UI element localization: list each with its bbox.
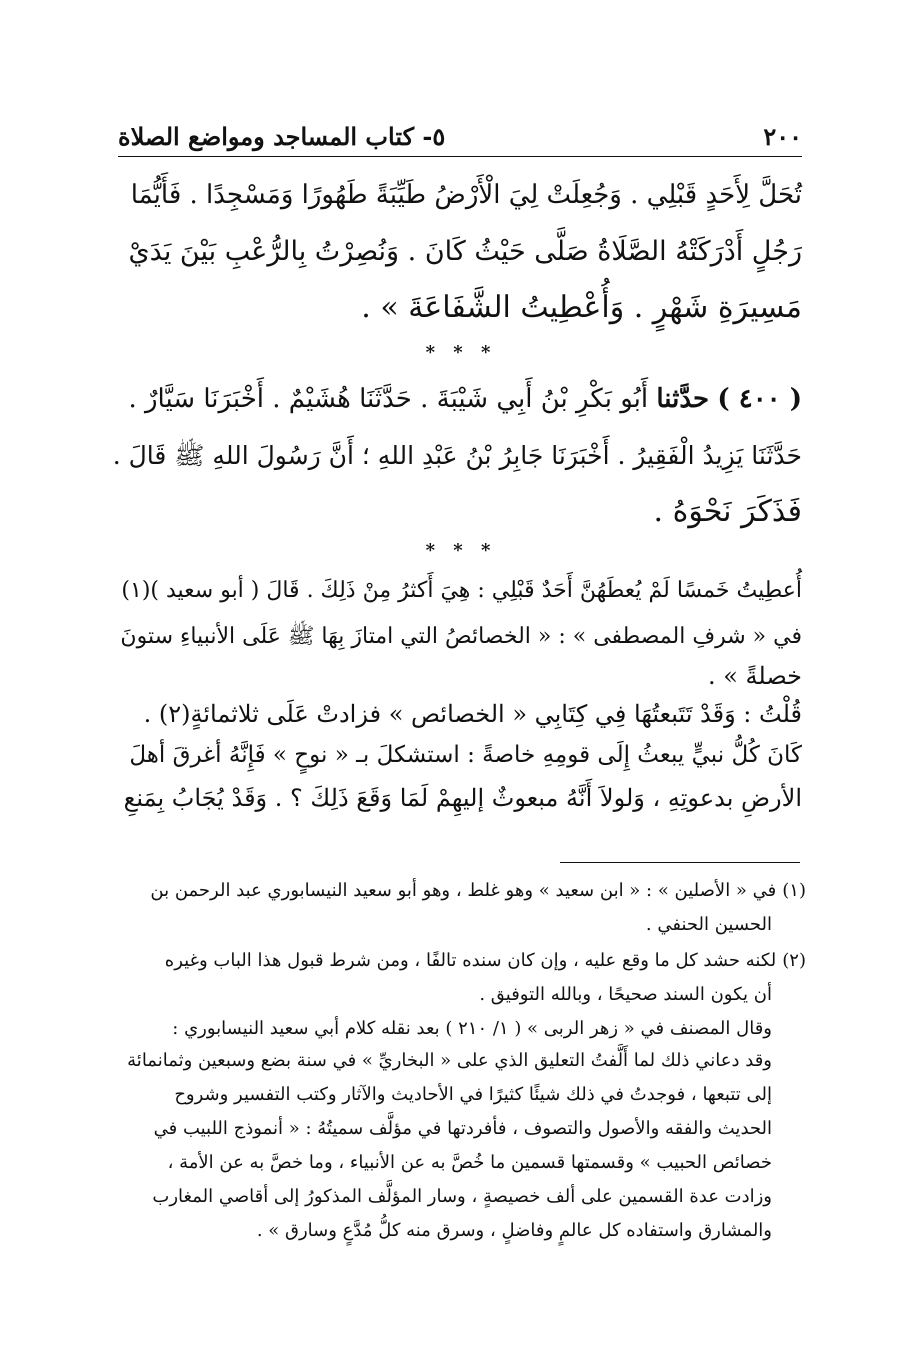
footnote-2-line: إلى تتبعها ، فوجدتُ في ذلك شيئًا كثيرًا في الأحاديث والآثار وكتب التفسير وشروح [174,1084,772,1105]
footnote-1-line: (١)في « الأصلين » : « ابن سعيد » وهو غلط ، وهو أبو سعيد النيسابوري عبد الرحمن بن [150,880,806,901]
hadith-chain: أَبُو بَكْرِ بْنُ أَبِي شَيْبَةَ . حَدَّثَنَا هُشَيْمٌ . أَخْبَرَنَا سَيَّارٌ . [128,384,649,414]
footnote-number: (١) [782,880,806,901]
footnote-2-line: وزادت عدة القسمين على ألف خصيصةٍ ، وسار المؤلَّف المذكورُ إلى أقاصي المغارب [152,1186,772,1207]
hadith-line: تُحَلَّ لِأَحَدٍ قَبْلِي . وَجُعِلَتْ لِيَ الْأَرْضُ طَيِّبَةً طَهُورًا وَمَسْجِدًا . فَأَيُّمَا [130,180,802,210]
section-separator: * * * [425,342,497,363]
chapter-title: ٥- كتاب المساجد ومواضع الصلاة [118,122,446,151]
hadith-number: ( ٤٠٠ ) [717,384,802,414]
hadith-intro: حدَّثنا [656,384,710,414]
hadith-400-line: فَذَكَرَ نَحْوَهُ . [653,494,802,529]
footnote-2-line: (٢)لكنه حشد كل ما وقع عليه ، وإن كان سنده تالفًا ، ومن شرط قبول هذا الباب وغيره [164,950,806,971]
footnote-2-line: الحديث والفقه والأصول والتصوف ، فأفردتها في مؤلَّف سميتُهُ : « أنموذج اللبيب في [153,1118,772,1139]
commentary-line: أُعطِيتُ خَمسًا لَمْ يُعطَهُنَّ أَحَدٌ قَبْلِي : هِيَ أَكثرُ مِنْ ذَلِكَ . قَالَ ( أبو سعيد )(١) [121,578,802,603]
commentary-line: في « شرفِ المصطفى » : « الخصائصُ التي امتازَ بِهَا ﷺ عَلَى الأنبياءِ ستونَ [120,624,802,649]
hadith-line: مَسِيرَةِ شَهْرٍ . وَأُعْطِيتُ الشَّفَاعَةَ » . [361,290,802,325]
footnote-1-line: الحسين الحنفي . [645,914,772,935]
section-separator: * * * [425,540,497,561]
page-header [118,120,802,157]
footnote-2-line: وقال المصنف في « زهر الربى » ( ١/ ٢١٠ ) بعد نقله كلام أبي سعيد النيسابوري : [172,1018,772,1039]
footnote-2-line: خصائص الحبيب » وقسمتها قسمين ما خُصَّ به عن الأنبياء ، وما خصَّ به عن الأمة ، [167,1152,772,1173]
hadith-400-line: حَدَّثَنَا يَزِيدُ الْفَقِيرُ . أَخْبَرَنَا جَابِرُ بْنُ عَبْدِ اللهِ ؛ أَنَّ رَسُولَ اللهِ ﷺ قَالَ . [112,441,802,470]
commentary-line: كَانَ كُلُّ نبيٍّ يبعثُ إِلَى قومِهِ خاصةً : استشكلَ بـ « نوحٍ » فَإِنَّهُ أغرقَ أهلَ [129,742,802,768]
footnote-number: (٢) [782,950,806,971]
commentary-line: قُلْتُ : وَقَدْ تَتَبعتُهَا فِي كِتَابِي « الخصائص » فزادتْ عَلَى ثلاثمائةٍ(٢) . [143,700,802,728]
hadith-400-line [128,384,802,414]
hadith-line: رَجُلٍ أَدْرَكَتْهُ الصَّلَاةُ صَلَّى حَيْثُ كَانَ . وَنُصِرْتُ بِالرُّعْبِ بَيْنَ يَدَيْ [128,236,802,267]
footnote-separator [560,862,800,863]
footnote-2-line: أن يكون السند صحيحًا ، وبالله التوفيق . [479,984,772,1005]
commentary-line: الأرضِ بدعوتِهِ ، وَلولاَ أَنَّهُ مبعوثٌ إليهِمْ لَمَا وَقَعَ ذَلِكَ ؟ . وَقَدْ يُجَابُ بِمَنعِ [123,784,802,812]
footnote-2-line: والمشارق واستفاده كل عالمٍ وفاضلٍ ، وسرق منه كلُّ مُدَّعٍ وسارق » . [256,1220,772,1241]
footnote-2-line: وقد دعاني ذلك لما أَلَّفتُ التعليق الذي على « البخاريِّ » في سنة بضع وسبعين وثمانمائة [127,1050,772,1071]
page-number: ٢٠٠ [763,122,802,151]
commentary-line: خصلةً » . [707,662,802,690]
